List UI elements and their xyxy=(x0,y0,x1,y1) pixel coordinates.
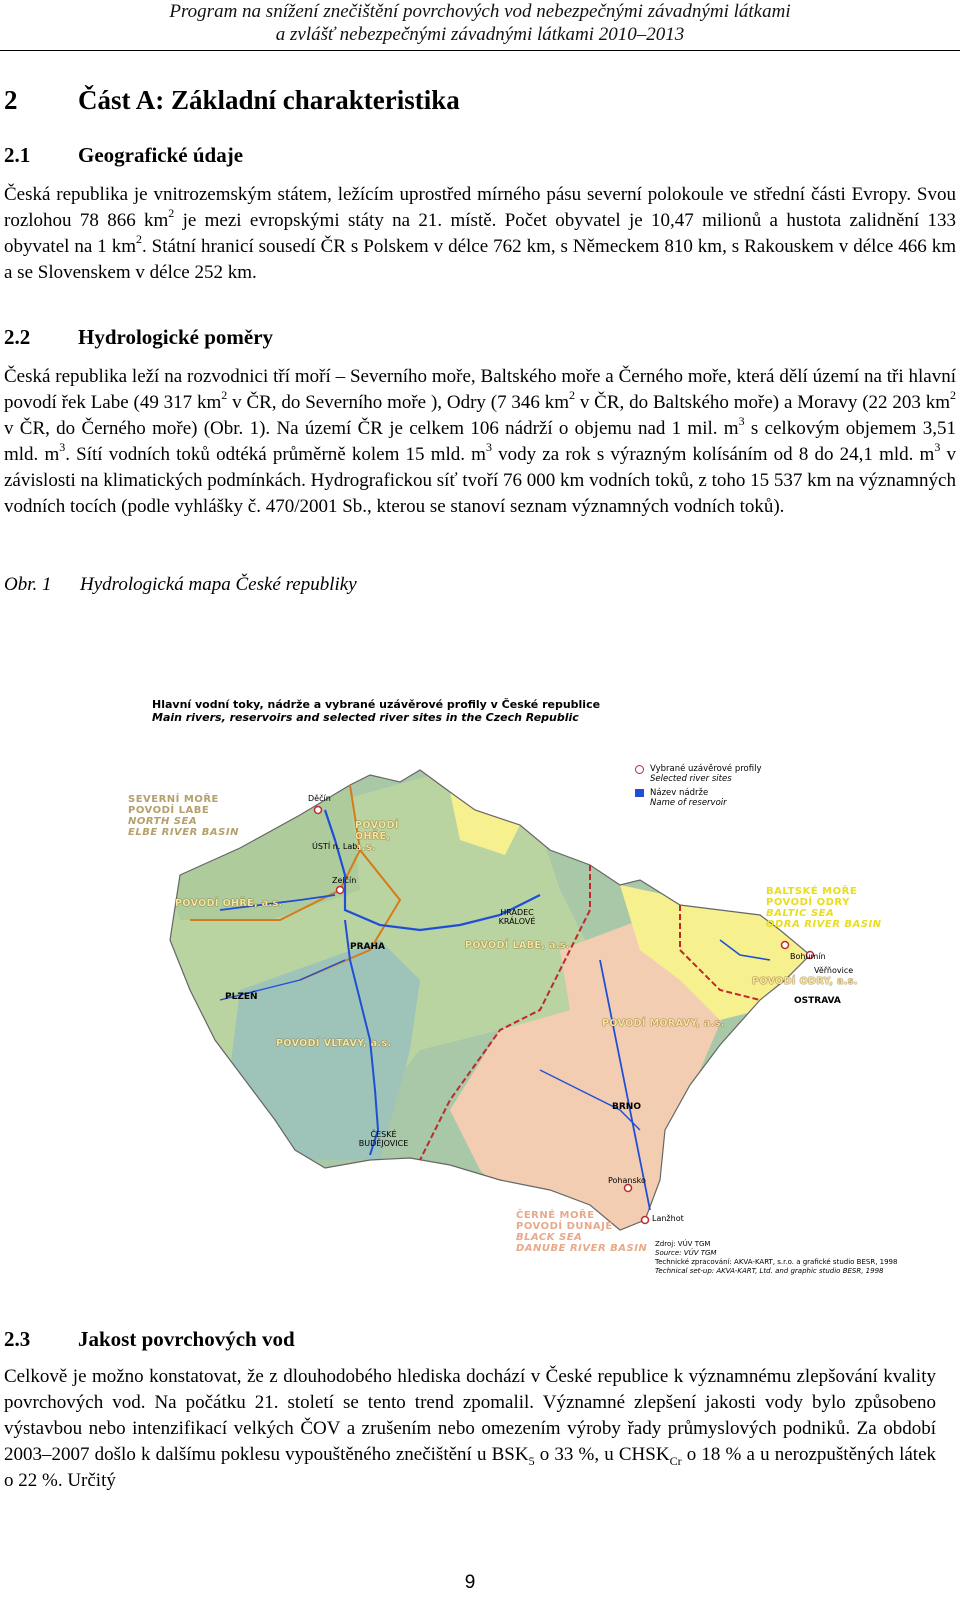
city-zelcin: Zelčín xyxy=(332,876,357,885)
header-line-1: Program na snížení znečištění povrchových vod nebezpečnými závadnými látkami xyxy=(169,1,791,22)
city-decin: Děčín xyxy=(308,794,331,803)
city-plzen: PLZEŇ xyxy=(225,992,258,1002)
sub-basin-vltavy: POVODÍ VLTAVY, a.s. xyxy=(276,1038,392,1049)
page-number: 9 xyxy=(464,1572,476,1593)
section-2-1-heading xyxy=(4,140,956,170)
city-bohumin: Bohumín xyxy=(790,952,826,961)
header-line-2: a zvlášť nebezpečnými závadnými látkami 2010–2013 xyxy=(275,24,685,45)
paragraph-hydrology: Česká republika leží na rozvodnici tří moří – Severního moře, Baltského moře a Černého moře, která dělí území na tři hlavní povodí řek Labe (49 317 $km^2$ v ČR, do Severního moře ), Odry (7 346 $km^2$ v ČR, do Baltského moře) a Moravy (22 203 $km^2$ v ČR, do Černého moře) (Obr. 1). Na území ČR je celkem 106 nádrží o objemu nad 1 mil. $m^3$ s celkovým objemem 3,51 mld. $m^3$. Sítí vodních toků odtéká průměrně kolem 15 mld. $m^3$ vody za rok s výrazným kolísáním od 8 do 24,1 mld. $m^3$ v závislosti na klimatických podmínkách. Hydrografickou síť tvoří 76 000 km vodních toků, z toho 15 537 km na významných vodních tocích (podle vyhlášky č. 470/2001 Sb., kterou se stanoví seznam významných vodních toků). xyxy=(4,366,957,517)
running-header xyxy=(0,0,960,51)
section-2-3 xyxy=(4,1324,936,1494)
sub-basin-ohre-top: POVODÍ OHŘE, a.s. xyxy=(355,820,399,853)
city-praha: PRAHA xyxy=(350,942,385,952)
figure-caption-text: Hydrologická mapa České republiky xyxy=(80,574,357,595)
sub-basin-odry: POVODÍ ODRY, a.s. xyxy=(752,976,858,987)
reservoir-icon xyxy=(635,789,644,797)
city-pohansko: Pohansko xyxy=(608,1176,646,1185)
city-brno: BRNO xyxy=(612,1102,641,1112)
map-title: Hlavní vodní toky, nádrže a vybrané uzávěrové profily v České republice Main rivers, reservoirs and selected river sites in the Czech Republic xyxy=(152,698,601,724)
section-title: Jakost povrchových vod xyxy=(78,1327,295,1351)
section-2-2-heading xyxy=(4,322,956,352)
city-lanzhot: Lanžhot xyxy=(652,1214,684,1223)
paragraph-water-quality: Celkově je možno konstatovat, že z dlouhodobého hlediska dochází v České republice k významnému zlepšování kvality povrchových vod. Na počátku 21. století se tento trend zpomalil. Významné zlepšení jakosti vody bylo způsobeno výstavbou nebo intenzifikací velkých ČOV a zrušením nebo omezením výroby řady průmyslových podniků. Za období 2003–2007 došlo k dalšímu poklesu vypouštěného znečištění u $BSK_5$ o 33 %, u $CHSK_{Cr}$ o 18 % a u nerozpuštěných látek o 22 %. Určitý xyxy=(4,1366,937,1491)
map-source: Zdroj: VÚV TGM Source: VÚV TGM Technické zpracování: AKVA-KART, s.r.o. a grafické studio BESR, 1998 Technical set-up: AKVA-KART, Ltd. and graphic studio BESR, 1998 xyxy=(655,1240,898,1275)
section-title: Geografické údaje xyxy=(78,143,244,167)
basin-label-baltic: BALTSKÉ MOŘE POVODÍ ODRY BALTIC SEA ODRA RIVER BASIN xyxy=(766,886,882,930)
section-number: 2 xyxy=(4,85,18,115)
city-hradec-kralove: HRADEC KRÁLOVÉ xyxy=(498,908,536,926)
section-number: 2.2 xyxy=(4,325,31,349)
map-legend xyxy=(635,764,761,812)
basin-label-black: ČERNÉ MOŘE POVODÍ DUNAJE BLACK SEA DANUBE RIVER BASIN xyxy=(516,1210,648,1254)
section-number: 2.3 xyxy=(4,1327,31,1351)
section-title: Hydrologické poměry xyxy=(78,325,274,349)
section-2-3-heading xyxy=(4,1324,936,1354)
section-title: Část A: Základní charakteristika xyxy=(78,85,460,115)
paragraph-geography: Česká republika je vnitrozemským státem, ležícím uprostřed mírného pásu severní polokoule ve střední části Evropy. Svou rozlohou 78 866 $km^2$ je mezi evropskými státy na 21. místě. Počet obyvatel je 10,47 milionů a hustota zalidnění 133 obyvatel na 1 $km^2$. Státní hranicí sousedí ČR s Polskem v délce 762 km, s Německem 810 km, s Rakouskem v délce 466 km a se Slovenskem v délce 252 km. xyxy=(4,184,956,283)
site-marker-icon xyxy=(635,765,644,774)
legend-sites: Vybrané uzávěrové profily Selected river sites xyxy=(635,764,761,784)
figure-label: Obr. 1 xyxy=(4,574,52,595)
section-2-heading xyxy=(4,80,956,120)
sub-basin-labe: POVODÍ LABE, a.s. xyxy=(465,940,570,951)
city-ceske-budejovice: ČESKÉ BUDĚJOVICE xyxy=(358,1130,409,1148)
basin-label-north: SEVERNÍ MOŘE POVODÍ LABE NORTH SEA ELBE RIVER BASIN xyxy=(128,794,239,838)
city-usti: ÚSTÍ n. Lab. xyxy=(312,842,360,851)
sub-basin-moravy: POVODÍ MORAVY, a.s. xyxy=(602,1018,725,1029)
hydrological-map xyxy=(120,690,940,1300)
page-content xyxy=(4,80,956,598)
figure-caption xyxy=(4,572,956,598)
city-ostrava: OSTRAVA xyxy=(794,996,841,1006)
city-vernovice: Věřňovice xyxy=(814,966,854,975)
sub-basin-ohre: POVODÍ OHŘE, a.s. xyxy=(175,898,283,909)
legend-reservoir: Název nádrže Name of reservoir xyxy=(635,788,761,808)
section-number: 2.1 xyxy=(4,143,31,167)
